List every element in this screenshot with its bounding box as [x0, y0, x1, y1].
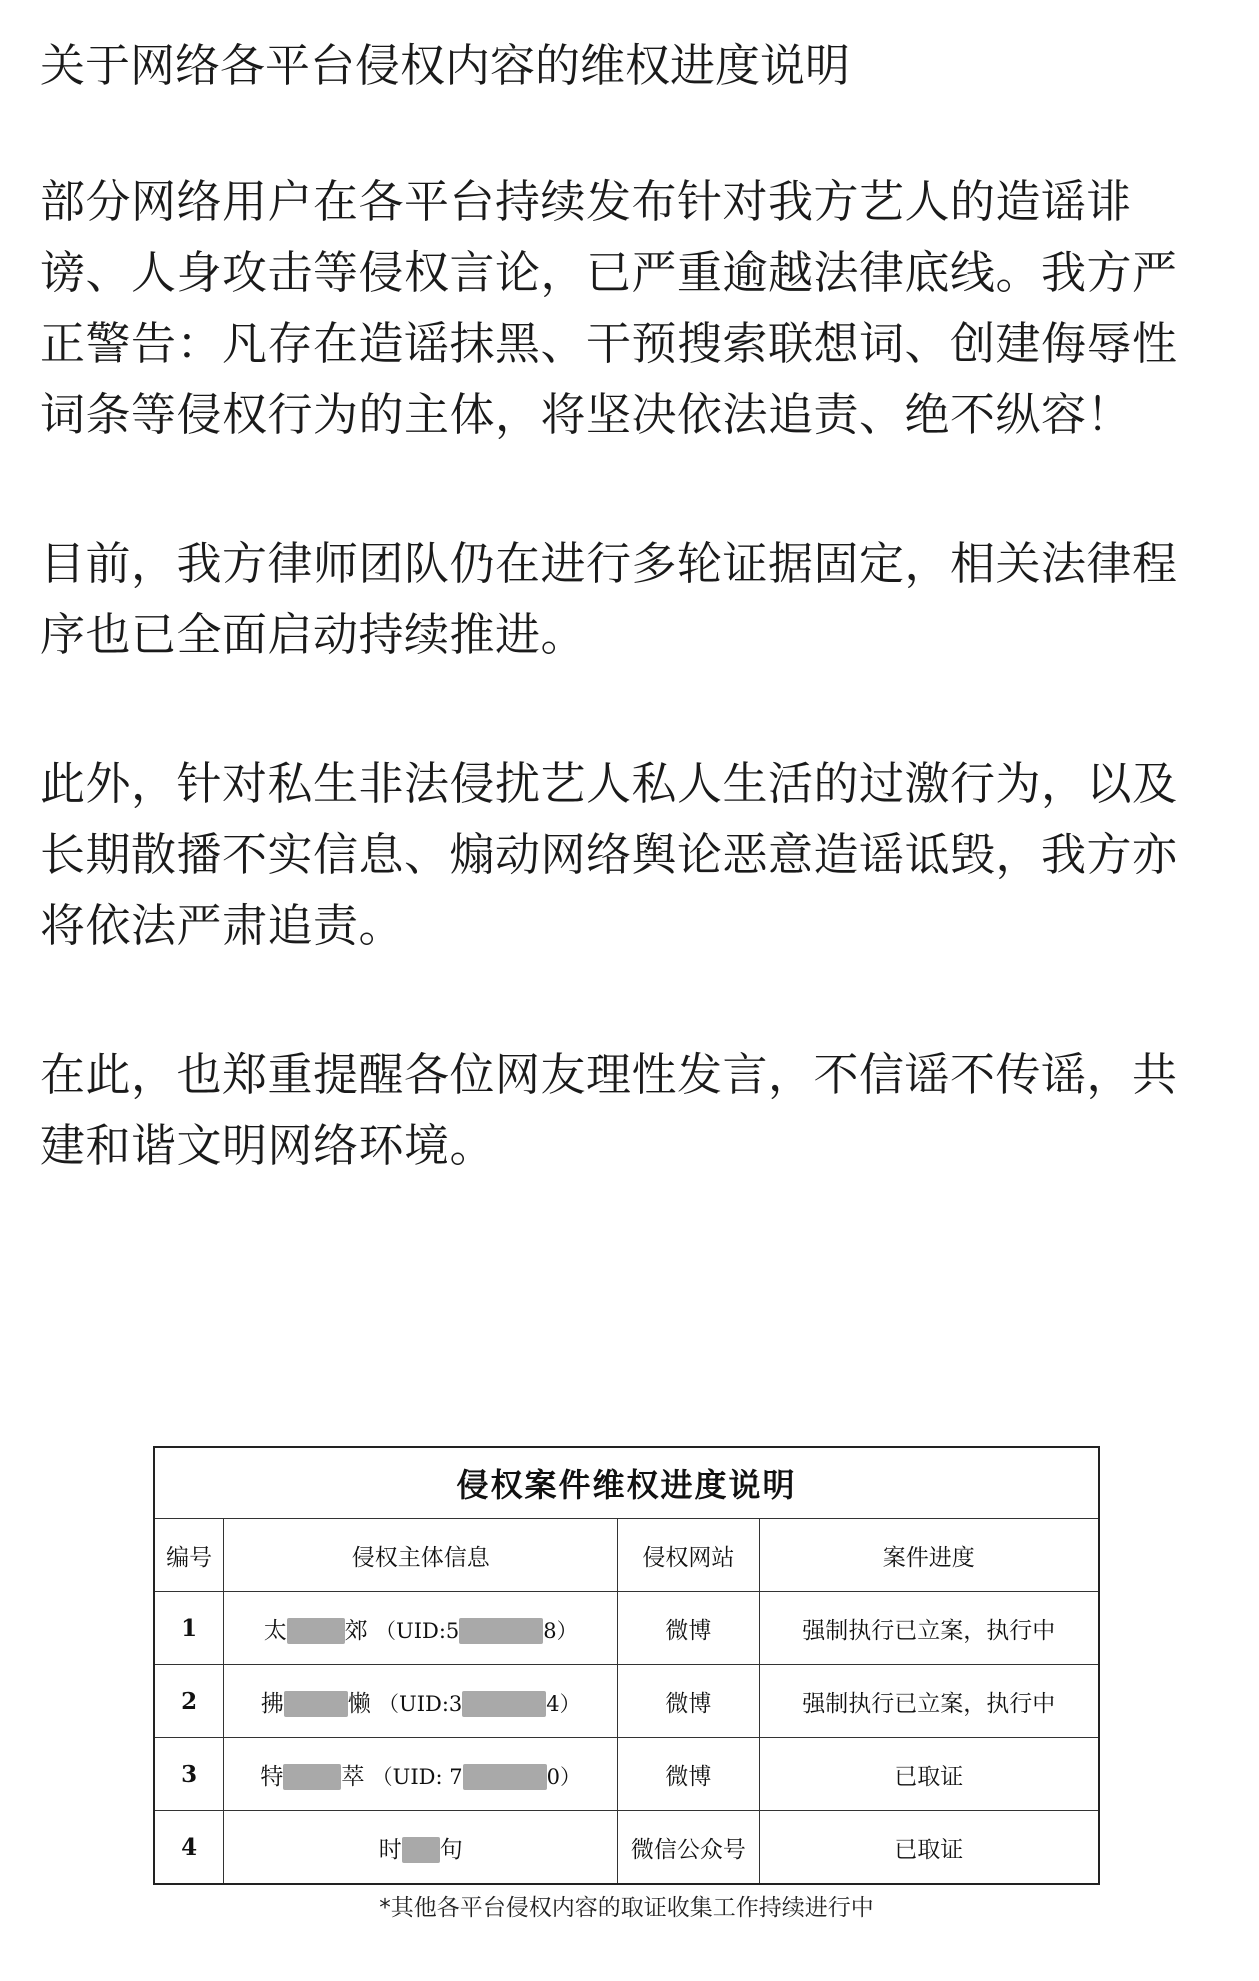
uid-suffix: 8） [543, 1618, 578, 1643]
redaction-block [284, 1691, 348, 1717]
name-start: 拂 [260, 1690, 284, 1717]
table-footnote: *其他各平台侵权内容的取证收集工作持续进行中 [379, 1895, 874, 1921]
case-progress: 强制执行已立案，执行中 [759, 1665, 1099, 1738]
case-progress: 已取证 [759, 1738, 1099, 1811]
entity-info [224, 1665, 618, 1738]
case-progress: 已取证 [759, 1811, 1099, 1885]
redaction-block [459, 1618, 543, 1644]
entity-info [224, 1738, 618, 1811]
name-start: 时 [378, 1836, 402, 1863]
paragraph-reminder: 在此，也郑重提醒各位网友理性发言，不信谣不传谣，共建和谐文明网络环境。 [40, 1048, 1178, 1172]
case-progress-table [153, 1446, 1100, 1885]
uid-suffix: 4） [546, 1691, 581, 1716]
uid-prefix: （UID:5 [375, 1618, 460, 1643]
redaction-block [462, 1691, 546, 1717]
header-number: 编号 [154, 1519, 224, 1592]
table-row [154, 1738, 1099, 1811]
name-end: 萃 [341, 1763, 365, 1790]
infringing-site: 微博 [618, 1738, 760, 1811]
paragraph-harassment: 此外，针对私生非法侵扰艺人私人生活的过激行为，以及长期散播不实信息、煽动网络舆论恶意造谣诋毁，我方亦将依法严肃追责。 [40, 757, 1178, 952]
uid-prefix: （UID: 7 [371, 1764, 463, 1789]
redaction-block [402, 1837, 440, 1863]
case-number: 3 [154, 1738, 224, 1811]
case-number: 4 [154, 1811, 224, 1885]
header-progress: 案件进度 [759, 1519, 1099, 1592]
table-row [154, 1592, 1099, 1665]
name-start: 太 [263, 1617, 287, 1644]
header-entity: 侵权主体信息 [224, 1519, 618, 1592]
name-end: 郊 [344, 1617, 368, 1644]
uid-prefix: （UID:3 [378, 1691, 463, 1716]
entity-info [224, 1592, 618, 1665]
case-number: 1 [154, 1592, 224, 1665]
case-progress: 强制执行已立案，执行中 [759, 1592, 1099, 1665]
paragraph-warning: 部分网络用户在各平台持续发布针对我方艺人的造谣诽谤、人身攻击等侵权言论，已严重逾越法律底线。我方严正警告：凡存在造谣抹黑、干预搜索联想词、创建侮辱性词条等侵权行为的主体，将坚决依法追责、绝不纵容！ [40, 175, 1178, 441]
case-number: 2 [154, 1665, 224, 1738]
article [40, 30, 1220, 1259]
infringing-site: 微博 [618, 1592, 760, 1665]
article-title: 关于网络各平台侵权内容的维权进度说明 [40, 39, 851, 92]
header-site: 侵权网站 [618, 1519, 760, 1592]
redaction-block [287, 1618, 345, 1644]
redaction-block [463, 1764, 547, 1790]
uid-suffix: 0） [546, 1764, 581, 1789]
table-title: 侵权案件维权进度说明 [154, 1447, 1099, 1519]
entity-info [224, 1811, 618, 1885]
table-header-row [154, 1519, 1099, 1592]
name-end: 懒 [347, 1690, 371, 1717]
table-row [154, 1665, 1099, 1738]
redaction-block [283, 1764, 341, 1790]
infringing-site: 微博 [618, 1665, 760, 1738]
name-start: 特 [260, 1763, 284, 1790]
paragraph-progress: 目前，我方律师团队仍在进行多轮证据固定，相关法律程序也已全面启动持续推进。 [40, 537, 1178, 661]
infringing-site: 微信公众号 [618, 1811, 760, 1885]
name-end: 句 [439, 1836, 463, 1863]
case-table-container [153, 1446, 1100, 1922]
table-row [154, 1811, 1099, 1885]
